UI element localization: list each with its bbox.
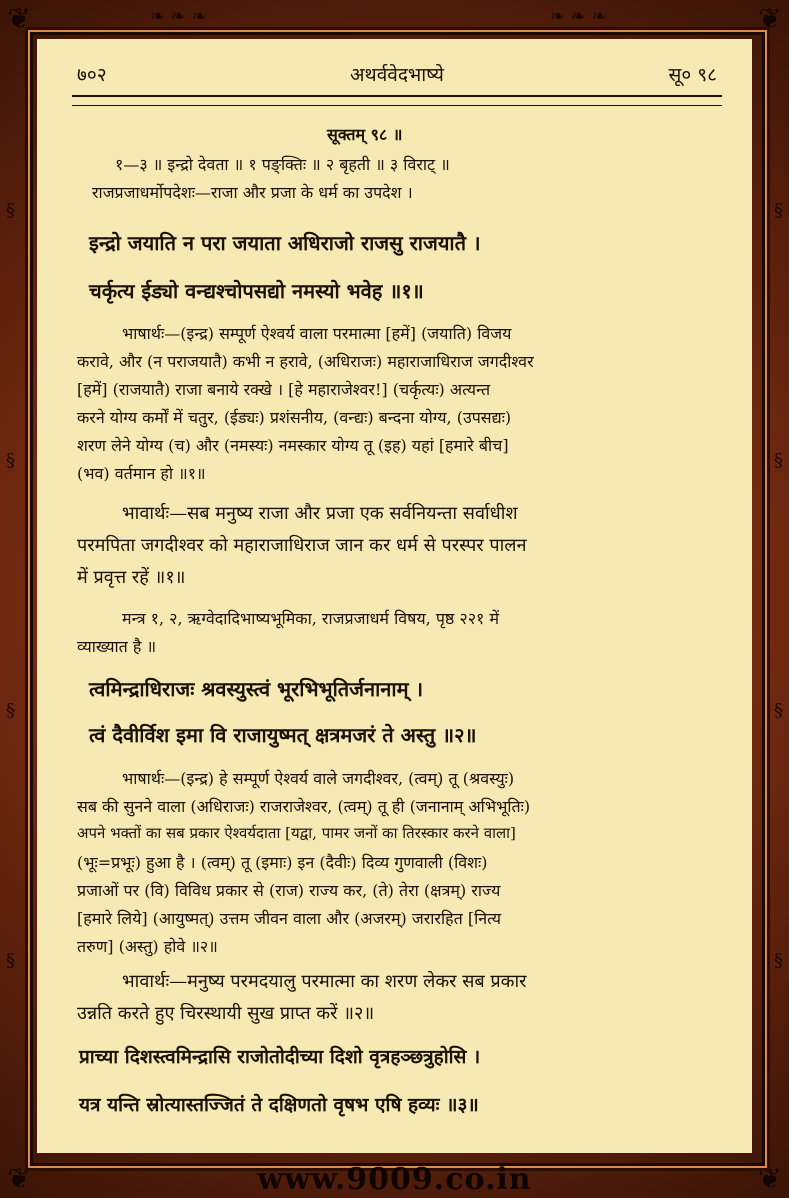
top-ornament-1: ❧ ❧ ❧ — [150, 6, 207, 27]
reference-line-1: मन्त्र १, २, ऋग्वेदादिभाष्यभूमिका, राजप्रजाधर्म विषय, पृष्ठ २२१ में — [122, 609, 500, 628]
translation-1-line-5: शरण लेने योग्य (च) और (नमस्यः) नमस्कार योग्य तू (इह) यहां [हमारे बीच] — [77, 436, 509, 455]
side-ornament-right-1: § — [774, 200, 783, 221]
side-ornament-right-2: § — [774, 450, 783, 471]
translation-2-line-2: सब की सुनने वाला (अधिराजः) राजराजेश्वर, (त्वम्) तू ही (जनानाम् अभिभूतिः) — [77, 797, 531, 816]
mantra-2-line-1: त्वमिन्द्राधिराजः श्रवस्युस्त्वं भूरभिभूतिर्जनानाम् । — [89, 677, 424, 701]
meaning-2-line-1: भावार्थः—मनुष्य परमदयालु परमात्मा का शरण लेकर सब प्रकार — [122, 971, 527, 992]
reference-line-2: व्याख्यात है ॥ — [77, 637, 157, 656]
mantra-1-line-2: चर्कृत्य ईड्यो वन्द्यश्चोपसद्यो नमस्यो भवेह ॥१॥ — [89, 279, 424, 303]
page-number: ७०२ — [77, 64, 107, 86]
mantra-1-line-1: इन्द्रो जयाति न परा जयाता अधिराजो राजसु राजयातै । — [89, 231, 481, 255]
translation-2-line-5: प्रजाओं पर (वि) विविध प्रकार से (राज) राज्य कर, (ते) तेरा (क्षत्रम्) राज्य — [77, 881, 501, 900]
corner-ornament-top-right: ❦ — [758, 2, 782, 35]
book-page — [37, 39, 752, 1153]
side-ornament-left-3: § — [6, 700, 15, 721]
translation-2-line-6: [हमारे लिये] (आयुष्मत्) उत्तम जीवन वाला और (अजरम्) जरारहित [नित्य — [77, 909, 502, 928]
translation-2-line-1: भाषार्थः—(इन्द्र) हे सम्पूर्ण ऐश्वर्य वाले जगदीश्वर, (त्वम्) तू (श्रवस्युः) — [122, 769, 515, 788]
side-ornament-right-3: § — [774, 700, 783, 721]
sukta-reference: सू० ९८ — [668, 64, 717, 86]
corner-ornament-bottom-right: ❦ — [758, 1162, 782, 1195]
side-ornament-right-4: § — [774, 950, 783, 971]
corner-ornament-top-left: ❦ — [7, 2, 31, 35]
sukta-heading: सूक्तम् ९८ ॥ — [327, 125, 403, 144]
topic-line: राजप्रजाधर्मोपदेशः—राजा और प्रजा के धर्म का उपदेश । — [92, 183, 413, 202]
side-ornament-left-2: § — [6, 450, 15, 471]
translation-1-line-2: करावे, और (न पराजयातै) कभी न हरावे, (अधिराजः) महाराजाधिराज जगदीश्वर — [77, 352, 534, 371]
page-header — [77, 61, 717, 89]
meaning-2-line-2: उन्नति करते हुए चिरस्थायी सुख प्राप्त करें ॥२॥ — [77, 1003, 375, 1024]
side-ornament-left-4: § — [6, 950, 15, 971]
mantra-2-line-2: त्वं दैवीर्विश इमा वि राजायुष्मत् क्षत्रमजरं ते अस्तु ॥२॥ — [89, 723, 477, 747]
translation-1-line-3: [हमें] (राजयातै) राजा बनाये रक्खे । [हे महाराजेश्वर!] (चर्कृत्यः) अत्यन्त — [77, 380, 491, 399]
book-title: अथर्ववेदभाष्ये — [350, 64, 444, 86]
translation-2-line-7: तरुण] (अस्तु) होवे ॥२॥ — [77, 937, 218, 956]
translation-2-line-4: (भूः=प्रभूः) हुआ है । (त्वम्) तू (इमाः) इन (दैवीः) दिव्य गुणवाली (विशः) — [77, 853, 488, 872]
meaning-1-line-2: परमपिता जगदीश्वर को महाराजाधिराज जान कर धर्म से परस्पर पालन — [77, 535, 527, 556]
header-rule — [72, 95, 722, 106]
deity-meter-line: १—३ ॥ इन्द्रो देवता ॥ १ पङ्क्तिः ॥ २ बृहती ॥ ३ विराट् ॥ — [115, 155, 450, 174]
corner-ornament-bottom-left: ❦ — [7, 1162, 31, 1195]
top-ornament-2: ❧ ❧ ❧ — [550, 6, 607, 27]
mantra-3-line-2: यत्र यन्ति स्रोत्यास्तज्जितं ते दक्षिणतो वृषभ एषि हव्यः ॥३॥ — [79, 1094, 479, 1116]
side-ornament-left-1: § — [6, 200, 15, 221]
translation-2-line-3: अपने भक्तों का सब प्रकार ऐश्वर्यदाता [यद्वा, पामर जनों का तिरस्कार करने वाला] — [77, 824, 516, 842]
website-watermark: www.9009.co.in — [257, 1162, 532, 1197]
meaning-1-line-1: भावार्थः—सब मनुष्य राजा और प्रजा एक सर्वनियन्ता सर्वाधीश — [122, 503, 518, 524]
translation-1-line-4: करने योग्य कर्मों में चतुर, (ईड्यः) प्रशंसनीय, (वन्द्यः) बन्दना योग्य, (उपसद्यः) — [77, 408, 512, 427]
translation-1-line-6: (भव) वर्तमान हो ॥१॥ — [77, 464, 206, 483]
translation-1-line-1: भाषार्थः—(इन्द्र) सम्पूर्ण ऐश्वर्य वाला परमात्मा [हमें] (जयाति) विजय — [122, 324, 512, 343]
meaning-1-line-3: में प्रवृत्त रहें ॥१॥ — [77, 567, 186, 588]
mantra-3-line-1: प्राच्या दिशस्त्वमिन्द्रासि राजोतोदीच्या दिशो वृत्रहञ्छत्रुहोसि । — [79, 1046, 481, 1068]
